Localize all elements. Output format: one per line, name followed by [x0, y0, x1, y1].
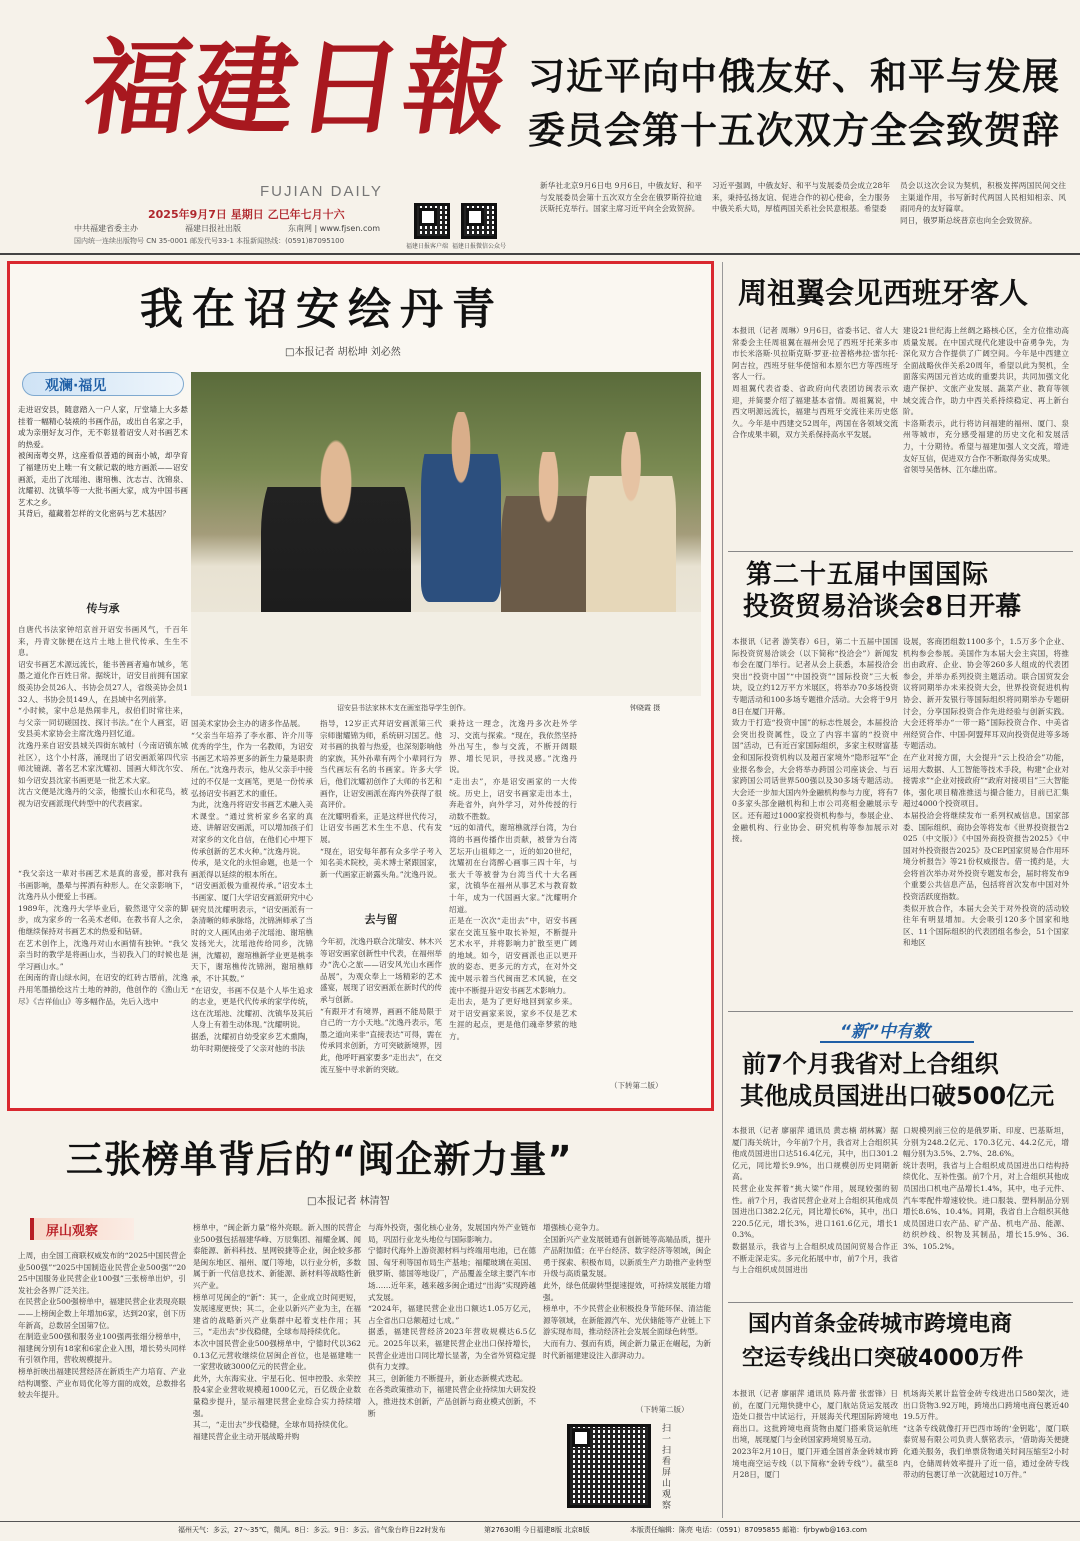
- feature-section-heading-1: 传与承: [86, 602, 120, 615]
- right1-col2: 建设21世纪海上丝绸之路核心区，全方位推动高质量发展。在中国式现代化建设中奋勇争先，为深化双方合作提供了广阔空间。今年是中西建立全面战略伙伴关系20周年，希望以此为契机，全面落实两国元首达成的重要共识，共同加强文化遗产保护、文旅产业发展、蔬菜产业、教育等领域交流合作，助力中西关系持续稳定、再上新台阶。 卡洛斯表示，此行将访问福建的福州、厦门、泉州等城市，充分感受福建的历史文化和发展活力，十分期待。希望与福建加强人文交流，增进友好互信，促进双方合作不断取得务实成果。 省领导吴偕林、江尔雄出席。: [903, 326, 1069, 475]
- qr-code-wechat[interactable]: [461, 203, 497, 239]
- right2-divider: [728, 1011, 1073, 1012]
- feature-intro: 走进诏安县，随意踏入一户人家，厅堂墙上大多悬挂着一幅精心装裱的书画作品，或出自名家之手，或为亲朋好友习作，无不彰显着诏安人对书画艺术的热爱。 被闽南粤交界，这座看似普通的闽南小城，却孕育了福建历史上唯一有文献记载的地方画派——诏安画派，走出了沈瑶池、谢琯樵、沈志吉、沈锦泉、沈耀初、沈镇华等一大批书画大家，成为中国书画艺术之乡。 其背后，蕴藏着怎样的文化密码与艺术基因？: [18, 405, 188, 519]
- feature-col4: 指导，12岁正式拜诏安画派第三代宗师谢耀锦为师，系统研习国艺。他对书画的执着与热爱，也深刻影响他的家族，其外孙辈有两个小辈同行为当代画坛有名的书画家。许多大学后，他们沈耀初创作了大师的书艺和画作，让诏安画派在海内外获得了很高评价。 在沈耀明看来，正是这样世代传习，让诏安书画艺术生生不息、代有发展。 “现在，诏安每年都有众多学子考入知名美术院校，美术博士紧跟国家，新一代画家正崭露头角。”沈逸丹说。: [320, 719, 442, 879]
- footer-editors: 本版责任编辑：陈亮 电话：（0591）87095855 邮箱：fjrbywb@163.com: [630, 1526, 867, 1534]
- bottom-qr-caption: 扫一扫 看屏山观察: [662, 1424, 672, 1511]
- right4-headline-line1[interactable]: 国内首条金砖城市跨境电商: [748, 1312, 1013, 1337]
- right2-col1: 本报讯（记者 游笑春）6日，第二十五届中国国际投资贸易洽谈会（以下简称“投洽会”）新闻发布会在厦门举行。记者从会上获悉，本届投洽会突出“投资中国”“中国投资”“国际投资”三大板块，设立约12万平方米展区，将举办70多场投资专题活动和100多场专题推介活动。大会将于9月8日在厦门开幕。 致力于打造“投资中国”的标志性展会，本届投洽会突出投资属性，设立了内容丰富的“投资中国”活动，已有近百家国际组织，多家主权财富基金和国际投资机构以及超百家境外“隐形冠军”企业报名参会，大会将举办跨国公司座谈会、与百家跨国公司话世界500强以及30多场专题活动。大会还一步加大国内外金融机构参与力度，将有70多家头部金融机构和上市公司亮相金融展示专区。还有超过1000家投资机构参与，参展企业、金融机构、行业协会、研究机构等参加展示对接。: [732, 637, 898, 844]
- feature-photo: [191, 372, 701, 696]
- lead-headline-line2[interactable]: 委员会第十五次双方全会致贺辞: [528, 109, 1060, 152]
- column-divider: [722, 262, 723, 1518]
- bottom-col4: 增强核心竞争力。 全国新兴产业发展链通有创新链等高端品质，提升产品附加值；在平台经济、数字经济等领域，闽企勇于探索、积极布局，以新质生产力助推产业转型升级与高质量发展。 此外，绿色低碳转型提速提效，可持续发展能力增强。 榜单中，不少民营企业积极投身节能环保、清洁能源等领域，在新能源汽车、光伏储能等产业链上下游实现布局，推动经济社会发展全面绿色转型。 大而有力、强而有质，闽企新力量正在崛起，为新时代新福建建设注入澎湃动力。: [543, 1223, 711, 1360]
- masthead-english: FUJIAN DAILY: [260, 183, 383, 200]
- qr-code-app[interactable]: [414, 203, 450, 239]
- photo-figure-right3: [586, 432, 676, 632]
- right1-col1: 本报讯（记者 周琳）9月6日，省委书记、省人大常委会主任周祖翼在福州会见了西班牙托莱多市市长米洛斯·贝拉斯克斯·罗亚·拉普格弗拉·雷尔托·阿吉拉，西班牙驻华使馆和本原尔巴方等西班牙客人一行。 周祖翼代表省委、省政府向代表团访闽表示欢迎，并简要介绍了福建基本省情。周祖翼说，中西文明源远流长，福建与西班牙交流往来历史悠久。今年是中西建交52周年，两国在各领域交流合作成果丰硕，双方关系保持高水平发展。: [732, 326, 898, 440]
- right4-headline-line2[interactable]: 空运专线出口突破4000万件: [742, 1346, 1024, 1371]
- masthead-website[interactable]: 东南网 | www.fjsen.com: [288, 224, 381, 233]
- feature-col5: 秉持这一理念，沈逸丹多次赴外学习、交流与探索。“现在，我依然坚持外出写生，参与交流，不断开阔眼界、增长见识，寻找灵感。”沈逸丹说。 “走出去”，亦是诏安画家的一大传统。历史上，诏安书画家走出本土，奔赴省外，向外学习，对外传授的行动数不胜数。 “远的如清代，谢琯樵就浮台湾，为台湾的书画传播作出贡献，被誉为台湾艺坛开山祖师之一，近的如20世纪，沈耀初在台湾醉心画事三四十年，与张大千等被誉为台湾当代十大名画家，沈镇华在福州从事艺术与教育数十年，成为一代国画大家。”沈耀明介绍道。 正是在一次次“走出去”中，诏安书画家在交流互鉴中取长补短，不断提升艺术水平，并将影响力扩散至更广阔的地域。如今，诏安画派也正以更开放的姿态、更多元的方式，在对外交流中展示着当代闽南艺术风貌，在交流中不断提升诏安书画艺术影响力。 走出去，是为了更好地回到家乡来。对于诏安画家来说，家乡不仅是艺术生涯的起点，更是他们魂牵梦萦的地方。: [449, 719, 577, 1042]
- bottom-col2: 榜单中，“闽企新力量”格外亮眼。新入围的民营企业500强包括福建华峰、万辰集团、福耀金属、闻泰能源、新科科技、星网锐捷等企业，闽企较多都是闽东地区、福州、厦门等地，以行业分析，多数属于新一代信息技术、新能源、新材料等战略性新兴产业。 榜单可见闽企的“新”：其一，企业成立时间更短，发展速度更快；其二，企业以新兴产业为主，在福建省的战略新兴产业集群中起着支柱作用；其三，“走出去”步伐稳健，全球布局持续优化。 本次中国民营企业500强榜单中，宁德时代以3620.13亿元营收继续位居闽企首位，也是福建唯一一家营收破3000亿元的民营企业。 此外，大东海实业、宇星石化、恒申控股、永荣控股4家企业营收规模超1000亿元，百亿级企业数量稳步提升，显示福建民营企业综合实力持续增强。 其二，“走出去”步伐稳健，全球布局持续优化。 福建民营企业主动开展战略并购: [193, 1223, 361, 1441]
- feature-section-heading-2: 去与留: [364, 913, 398, 926]
- bottom-byline: □本报记者 林清智: [307, 1196, 390, 1207]
- right4-col1: 本报讯（记者 廖丽萍 通讯员 陈丹蕾 张雷锋）日前，在厦门元翔快捷中心，厦门航站货运发展改造处口报告中试运行，开展海关代理国际跨境电商出口。这批跨境电商货物由厦门搭乘货运航班出境，展现厦门与金砖国家跨境贸易互动。 2023年2月10日，厦门开通全国首条金砖城市跨境电商空运专线（以下简称“金砖专线”）。截至8月28日，厦门: [732, 1389, 898, 1480]
- right3-headline-line1[interactable]: 前7个月我省对上合组织: [742, 1050, 999, 1078]
- feature-byline: □本报记者 胡松坤 刘必然: [285, 347, 401, 358]
- masthead-publisher: 福建日报社出版: [185, 224, 241, 233]
- right3-col1: 本报讯（记者 廖丽萍 通讯员 黄志楠 胡林翼）据厦门海关统计，今年前7个月，我省对上合组织其他成员国进出口达516.4亿元，其中，出口301.2亿元，同比增长9.9%，出口规模创历史同期新高。 民营企业发挥着“挑大梁”作用，展现较强的韧性。前7个月，我省民营企业对上合组织其他成员国进出口382.2亿元，同比增长6%，其中，出口220.5亿元，增长3%，进口161.6亿元，增长10.3%。 数据显示，我省与上合组织成员国间贸易合作正不断走深走实。多元化拓展中市，前7个月，我省与上合组织成员国进出: [732, 1126, 898, 1275]
- photo-credit: 钟晓霞 摄: [630, 704, 661, 712]
- feature-title[interactable]: 我在诏安绘丹青: [140, 285, 504, 335]
- right3-tag-label: “新”中有数: [840, 1022, 930, 1042]
- right2-headline-line2[interactable]: 投资贸易洽谈会8日开幕: [743, 592, 1022, 622]
- photo-caption: 诏安县书法家林木支在画室指导学生创作。: [337, 704, 470, 712]
- right2-col2: 设展，客商团组数1100多个，1.5万多个企业、机构参会参展。美国作为本届大会主宾国，将推出由政府、企业、协会等260多人组成的代表团参会，并举办系列投资主题活动。联合国贸发会议将同期举办未来投资大会，世界投资促进机构协会、新开发银行等国际组织将同期举办专题研讨会，分享国际投资合作先进经验与创新实践。大会还将举办“一带一路”国际投资合作、中美省州经贸合作、中国-阿盟拜耳双向投资促进等多场专题活动。 在产业对接方面，大会提升“云上投洽会”功能，运用大数据、人工智能等技术手段，构建“企业对接需求”“企业对接政府”“政府对接项目”三大智能体，强化项目精准推送与撮合能力，目前已汇集超过4000个投资项目。 本届投洽会将继续发布一系列权威信息。国家部委、国际组织、商协会等将发布《世界投资报告2025（中文版）》《中国外商投资报告2025》《中国对外投资报告2025》及CEP国家贸易合作用环境分析报告》等21份权威报告。借一揽约是，大会将首次举办对外投资专题发布会，届时将发布9个重要公共信息产品，包括将首次发布中国对外投资活跃度指数。 类似开放合作，本届大会关于对外投资的活动较往年有明显增加。大会吸引120多个国家和地区、11个国际组织的代表团组名参会，51个国家和地区: [903, 637, 1069, 948]
- feature-column-tag: [22, 372, 184, 396]
- qr-app-caption: 福建日报客户端: [406, 243, 449, 250]
- footer-issue: 第27630期 今日福建8版 北京8版: [484, 1526, 590, 1534]
- masthead-sponsor: 中共福建省委主办: [74, 224, 138, 233]
- bottom-qr-code[interactable]: [567, 1424, 651, 1508]
- right3-col2: 口规模列前三位的是俄罗斯、印度、巴基斯坦，分别为248.2亿元、170.3亿元、44.2亿元，增幅分别为3.5%、2.7%、28.6%。 统计表明，我省与上合组织成员国进出口结构持续优化、互补性强。前7个月，对上合组织其他成员国出口机电产品增长1.4%，其中，电子元件、汽车零配件增速较快。进口服装、塑料制品分别增长8.6%、10.4%。同期，我省自上合组织其他成员国进口农产品、矿产品、机电产品、能源、纺织纱线、织物及其制品，增长15.9%、36.3%、105.2%。: [903, 1126, 1069, 1251]
- right3-tag: [820, 1017, 974, 1043]
- photo-table: [191, 612, 701, 696]
- bottom-column-tag-label: 屏山观察: [46, 1224, 99, 1239]
- masthead-logo: 福建日報: [77, 26, 519, 149]
- lead-col2: 习近平强调，中俄友好、和平与发展委员会成立28年来，秉持弘扬友谊、促进合作的初心使命，全力服务中俄关系大局，厚植两国关系社会民意根基。希望委: [712, 181, 890, 214]
- right4-col2: 机场海关累计监管金砖专线进出口580架次，进出口货物3.92万吨，跨境出口跨境电商包裹近4019.5万件。 “这条专线就像打开巴西市场的‘金钥匙’，厦门联泰贸易有限公司负责人蔡铭表示，‘借助海关便捷化通关服务，我们单票货物通关时间压缩至2小时内，仓储周转效率提升了近一倍，通过金砖专线带动的包裹订单一次就超过10万件。”: [903, 1389, 1069, 1480]
- bottom-col1: 上周，由全国工商联权威发布的“2025中国民营企业500强”“2025中国制造业民营企业500强”“2025中国服务业民营企业100强”三张榜单出炉，引发社会各界广泛关注。 在民营企业500强榜单中，福建民营企业表现亮眼——上榜闽企数上年增加6家，达到20家，创下历年新高，总数居全国第7位。 在制造业500强和服务业100强两张细分榜单中，福建闽分别有18家和6家企业入围，增长势头同样有引领作用，营收规模提升。 榜单折映出福建民营经济在新质生产力培育、产业结构调整、产业布局优化等方面的成效，总数排名较去年提升。: [18, 1251, 186, 1400]
- right1-headline[interactable]: 周祖翼会见西班牙客人: [738, 276, 1029, 310]
- bottom-column-tag: [30, 1218, 134, 1240]
- feature-col4-body: 今年初，沈逸丹联合沈瑞安、林木兴等诏安画家创新性中代表，在福州举办“洗心之旅——诏安风光山水画作品展”，为观众奉上一场精彩的艺术盛宴，展现了诏安画派在新时代的传承与创新。 “有跟开才有境界，画画不能局限于自己的一方小天地。”沈逸丹表示，笔墨之道向来非“直接表达”可得，需在传承同求创新，方可突破新境界，因此，他呼吁画家要多“走出去”，在交流互鉴中寻求新的突破。: [320, 937, 442, 1074]
- lead-col3: 员会以这次会议为契机，积极发挥两国民间交往主渠道作用，书写新时代两国人民相知相亲、风雨同舟的友好篇章。 同日，俄罗斯总统普京也向全会致贺辞。: [900, 181, 1066, 225]
- masthead-date: 2025年9月7日 星期日 乙巳年七月十六: [148, 208, 345, 221]
- photo-figure-right1: [421, 412, 501, 602]
- feature-col2: “我父亲这一辈对书画艺术是真的喜爱，都对我有书画影响，墨晕与挥洒有种形人。在父亲影响下，沈逸丹从小便爱上书画。 1989年，沈逸丹大学毕业后，毅然退守父亲的脚步，成为家乡的一名美术老师。在教书育人之余，他继续保持对书画艺术的热爱和钻研。 在艺术创作上，沈逸丹对山水画情有独钟。“我父亲当时的教学是将画山水，当初我入门的时候也是学习画山水。” 在闽南的青山绿水间，在诏安的红砖古厝前，沈逸丹用笔墨描绘这片土地的神韵，他创作的《渔山无尽》《吉祥仙山》等多幅作品，先后入选中: [18, 869, 188, 1006]
- bottom-continued: （下转第二版）: [636, 1405, 689, 1414]
- right3-divider: [728, 1302, 1073, 1303]
- footer-weather: 福州天气：多云，27～35℃，微风。8日：多云。9日：多云。省气象台昨日22时发布: [178, 1526, 446, 1534]
- right3-headline-line2[interactable]: 其他成员国进出口破500亿元: [740, 1082, 1055, 1110]
- feature-column-tag-label: 观澜·福见: [45, 378, 107, 394]
- masthead-issn: 国内统一连续出版物号 CN 35-0001 邮发代号33-1 本报新闻热线：(0591)87095100: [74, 237, 345, 245]
- right1-divider: [728, 551, 1073, 552]
- qr-wechat-caption: 福建日报微信公众号: [452, 243, 507, 250]
- feature-col1-body: 自唐代书法家钟绍京首开诏安书画风气，千百年来，丹青文脉便在这片土地上世代传承、生生不息。 诏安书画艺术源远流长，能书善画者遍布城乡，笔墨之道化作百姓日常。据统计，诏安目前拥有国家级美协会员26人、书协会员27人，省级美协会员132人、书协会员149人，在县域中名列前茅。 “小时候，家中总是热闹非凡，叔伯们时常往来，与父亲一同切磋国技、探讨书法。”在个人画室，诏安县美术家协会主席沈逸丹回忆道。 沈逸丹来自诏安县城关四街东城村（今南诏镇东城社区），这个小村落，涌现出了诏安画派第四代宗师沈镜湖、著名艺术家沈耀初、国画大师沈尔安、如今诏安县沈家书画更是一批艺术大家。 沈古文便是沈逸丹的父亲，他擅长山水和花鸟，被视为诏安画派现代转型中的代表画家。: [18, 625, 188, 808]
- footer-divider: [0, 1521, 1080, 1522]
- feature-continued: （下转第二版）: [610, 1081, 663, 1090]
- masthead-divider: [0, 253, 1080, 255]
- bottom-col3: 与海外投资，强化核心业务，发展国内外产业链布局，巩固行业龙头地位与国际影响力。 宁德时代海外上游资源材料与终端用电池，已在德国、匈牙利等国布局生产基地；福耀玻璃在美国、俄罗斯、德国等地设厂，产品覆盖全球主要汽车市场……近年来，越来越多闽企通过“出海”实现跨越式发展。 “2024年，福建民营企业出口额达1.05万亿元，占全省出口总额超过七成。” 据悉，福建民营经济2023年营收规模达6.5亿元。2025年以来，福建民营企业出口保持增长，民营企业进出口同比增长显著，为全省外贸稳定提供有力支撑。 其三，创新能力不断提升，新业态新模式迭起。 在各类政策推动下，福建民营企业持续加大研发投入，推进技术创新，产品创新与商业模式创新，不断: [368, 1223, 536, 1418]
- lead-col1: 新华社北京9月6日电 9月6日，中俄友好、和平与发展委员会第十五次双方全会在俄罗斯符拉迪沃斯托克举行。国家主席习近平向全会致贺辞。: [540, 181, 702, 214]
- right2-headline-line1[interactable]: 第二十五届中国国际: [746, 560, 990, 590]
- feature-col3: 国美术家协会主办的诸多作品展。 “父亲当年培养了李水都、许介川等优秀的学生，作为一名教师，为诏安书画艺术培养更多的新生力量是职责所在。”沈逸丹表示，他从父亲手中接过的不仅是一支画笔，更是一份传承弘扬诏安书画艺术的重任。 为此，沈逸丹将诏安书画艺术融入美术课堂。“通过赏析家乡名家的真迹、讲解诏安画派，可以增加孩子们对家乡的文化自信，在他们心中埋下传承创新的艺术火种。”沈逸丹说。 传承，是文化的永恒命题，也是一个画派得以延续的根本所在。 “诏安画派极为重视传承。”诏安本土书画家、厦门大学诏安画派研究中心研究员沈耀明表示，“诏安画派有一条清晰的师承脉络，沈锦洲师承了当时的文人画风由弟子沈瑶池、谢琯樵发扬光大，沈瑶池传给同乡，沈锦洲，沈耀初，谢琯樵新学业更是桃李天下，谢琯樵传沈锦洲，谢琯樵师承，不计其数。” “在诏安，书画不仅是个人毕生追求的志业，更是代代传承的家学传统，这在沈瑶池、沈耀初、沈镇华及其后人身上有着生动体现。”沈耀明说。 据悉，沈耀初自幼受家乡艺术熏陶，幼年时期便接受了父亲对他的书法: [191, 719, 313, 1053]
- lead-headline-line1[interactable]: 习近平向中俄友好、和平与发展: [528, 55, 1060, 98]
- masthead: [0, 0, 1080, 255]
- bottom-headline[interactable]: 三张榜单背后的“闽企新力量”: [66, 1138, 573, 1181]
